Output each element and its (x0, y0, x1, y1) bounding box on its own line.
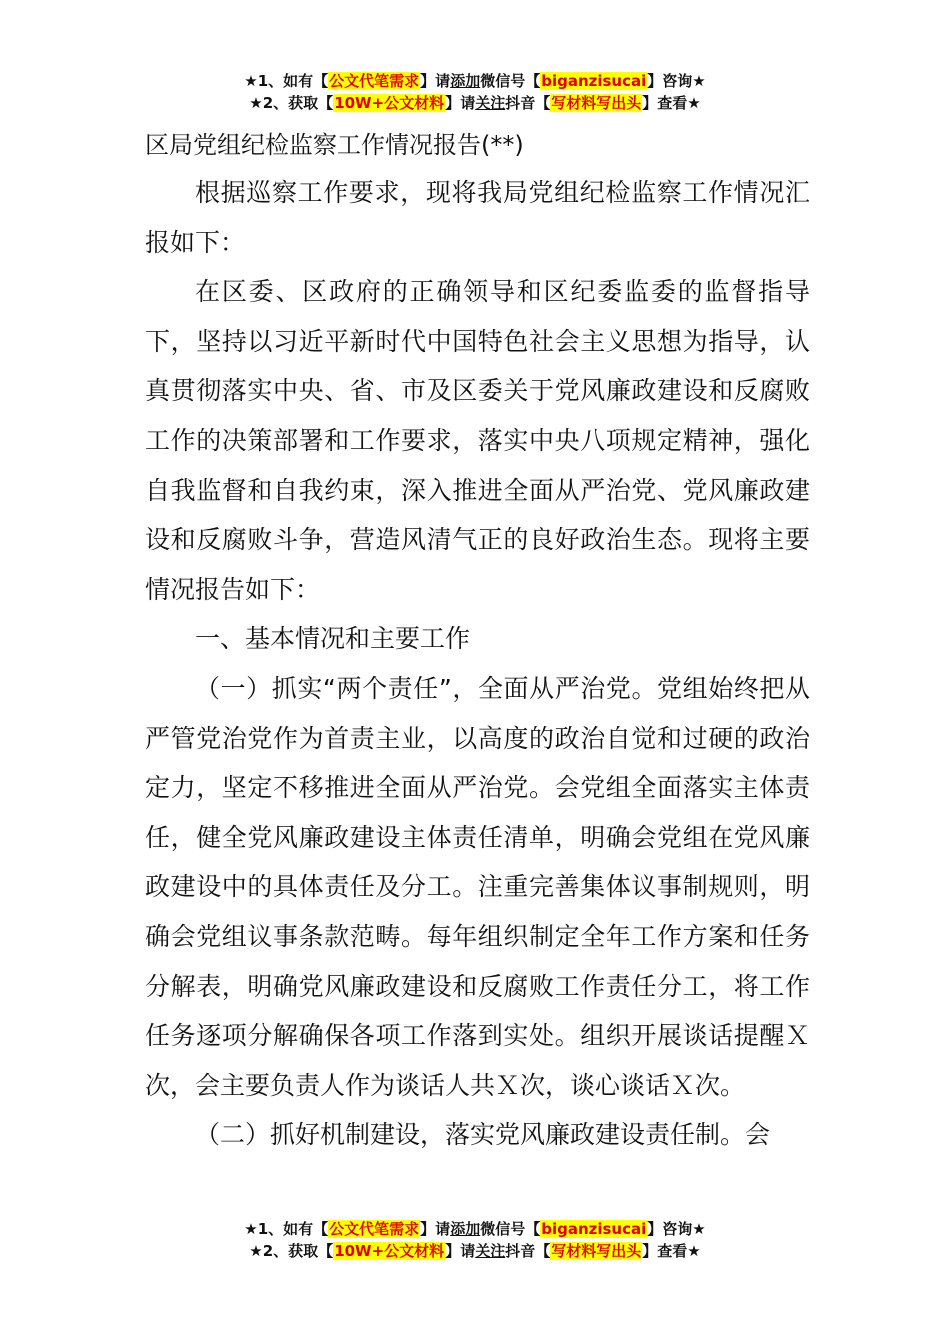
document-body (145, 122, 810, 1160)
promo-line-2: ★2、获取【10W+公文材料】请关注抖音【写材料写出头】查看★ (249, 1242, 701, 1260)
promo-line-1: ★1、如有【公文代笔需求】请添加微信号【biganzisucai】咨询★ (244, 1220, 706, 1238)
promo-highlight: 10W+公文材料 (334, 1242, 445, 1260)
promo-highlight: biganzisucai (541, 1220, 647, 1238)
footer-promo-banner (0, 1218, 950, 1262)
promo-line-2: ★2、获取【10W+公文材料】请关注抖音【写材料写出头】查看★ (249, 94, 701, 112)
promo-highlight: biganzisucai (541, 72, 647, 90)
paragraph-item-2: （二）抓好机制建设，落实党风廉政建设责任制。会 (195, 1120, 771, 1150)
document-title: 区局党组纪检监察工作情况报告(**) (145, 131, 524, 159)
promo-highlight: 10W+公文材料 (334, 94, 445, 112)
promo-highlight: 写材料写出头 (551, 1242, 642, 1260)
section-heading: 一、基本情况和主要工作 (195, 624, 471, 654)
header-promo-banner (0, 70, 950, 114)
promo-line-1: ★1、如有【公文代笔需求】请添加微信号【biganzisucai】咨询★ (244, 72, 706, 90)
promo-highlight: 公文代笔需求 (329, 72, 420, 90)
promo-highlight: 公文代笔需求 (329, 1220, 420, 1238)
promo-highlight: 写材料写出头 (551, 94, 642, 112)
paragraph-item-1: （一）抓实“两个责任”，全面从严治党。党组始终把从严管党治党作为首责主业，以高度的政治自觉和过硬的政治定力，坚定不移推进全面从严治党。会党组全面落实主体责任，健全党风廉政建设主体责任清单，明确会党组在党风廉政建设中的具体责任及分工。注重完善集体议事制规则，明确会党组议事条款范畴。每年组织制定全年工作方案和任务分解表，明确党风廉政建设和反腐败工作责任分工，将工作任务逐项分解确保各项工作落到实处。组织开展谈话提醒Ｘ次，会主要负责人作为谈话人共Ｘ次，谈心谈话Ｘ次。 (145, 673, 810, 1100)
paragraph-overview: 在区委、区政府的正确领导和区纪委监委的监督指导下，坚持以习近平新时代中国特色社会主义思想为指导，认真贯彻落实中央、省、市及区委关于党风廉政建设和反腐败工作的决策部署和工作要求，落实中央八项规定精神，强化自我监督和自我约束，深入推进全面从严治党、党风廉政建设和反腐败斗争，营造风清气正的良好政治生态。现将主要情况报告如下： (145, 277, 810, 604)
paragraph-intro: 根据巡察工作要求，现将我局党组纪检监察工作情况汇报如下： (145, 178, 810, 257)
